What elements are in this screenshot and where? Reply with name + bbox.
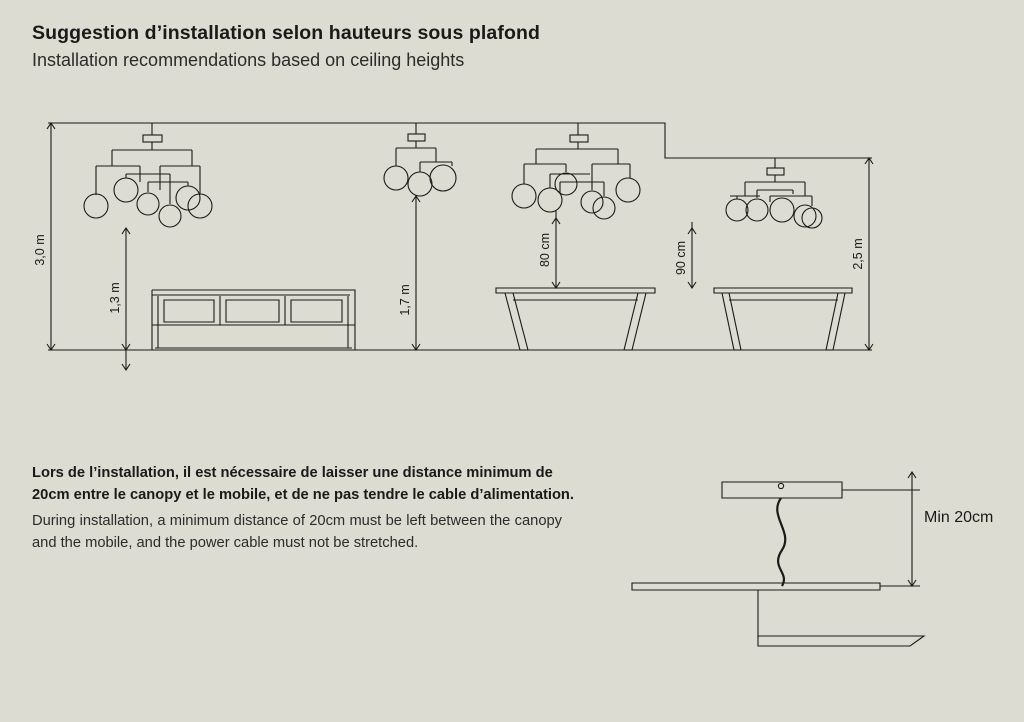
dimension-ceiling-right [865,158,873,350]
title-block [32,22,852,72]
part-power-cable [777,498,785,586]
leader-lines [842,490,920,586]
page-title-en: Installation recommendations based on ceiling heights [32,50,465,71]
dimension-label-90cm: 90 cm [674,240,688,276]
part-canopy [722,482,842,498]
note-text-en: During installation, a minimum distance of 20cm must be left between the canopy and the mobile, and the power cable must not be stretched. [32,512,562,552]
dimension-ceiling-left [47,123,55,350]
part-mobile-arm-lower [758,636,924,646]
dimension-label-25m: 2,5 m [851,238,865,270]
canopy-distance-diagram [590,450,1024,717]
dimension-table-clearance-90 [688,222,696,288]
furniture-dining-table [496,288,655,350]
dimension-table-clearance-80 [552,210,560,288]
fixture-mobile-chandelier-large [84,123,212,227]
note-text-fr: Lors de l’installation, il est nécessaire de laisser une distance minimum de 20cm entre le canopy et le mobile, et de ne pas tendre le cable d’alimentation. [32,465,574,504]
dimension-min-distance [908,472,916,586]
ceiling-height-diagram [0,100,1024,390]
installation-note [32,462,577,554]
ceiling-line [48,123,872,158]
furniture-console-table [714,288,852,350]
dimension-label-13m: 1,3 m [108,282,122,314]
furniture-sofa [152,290,355,350]
dimension-free-standing-clearance [412,196,420,350]
dimension-label-3m: 3,0 m [33,234,47,266]
fixture-mobile-chandelier-compact [726,158,822,228]
part-mobile-arm-upper [632,583,880,638]
page-title-fr: Suggestion d’installation selon hauteurs sous plafond [32,22,541,44]
fixture-mobile-chandelier-medium [512,123,640,219]
dimension-label-17m: 1,7 m [398,284,412,316]
min-distance-label: Min 20cm [924,509,994,526]
dimension-label-80cm: 80 cm [538,232,552,268]
fixture-mobile-chandelier-small [384,123,456,196]
dimension-sofa-clearance [122,228,130,370]
